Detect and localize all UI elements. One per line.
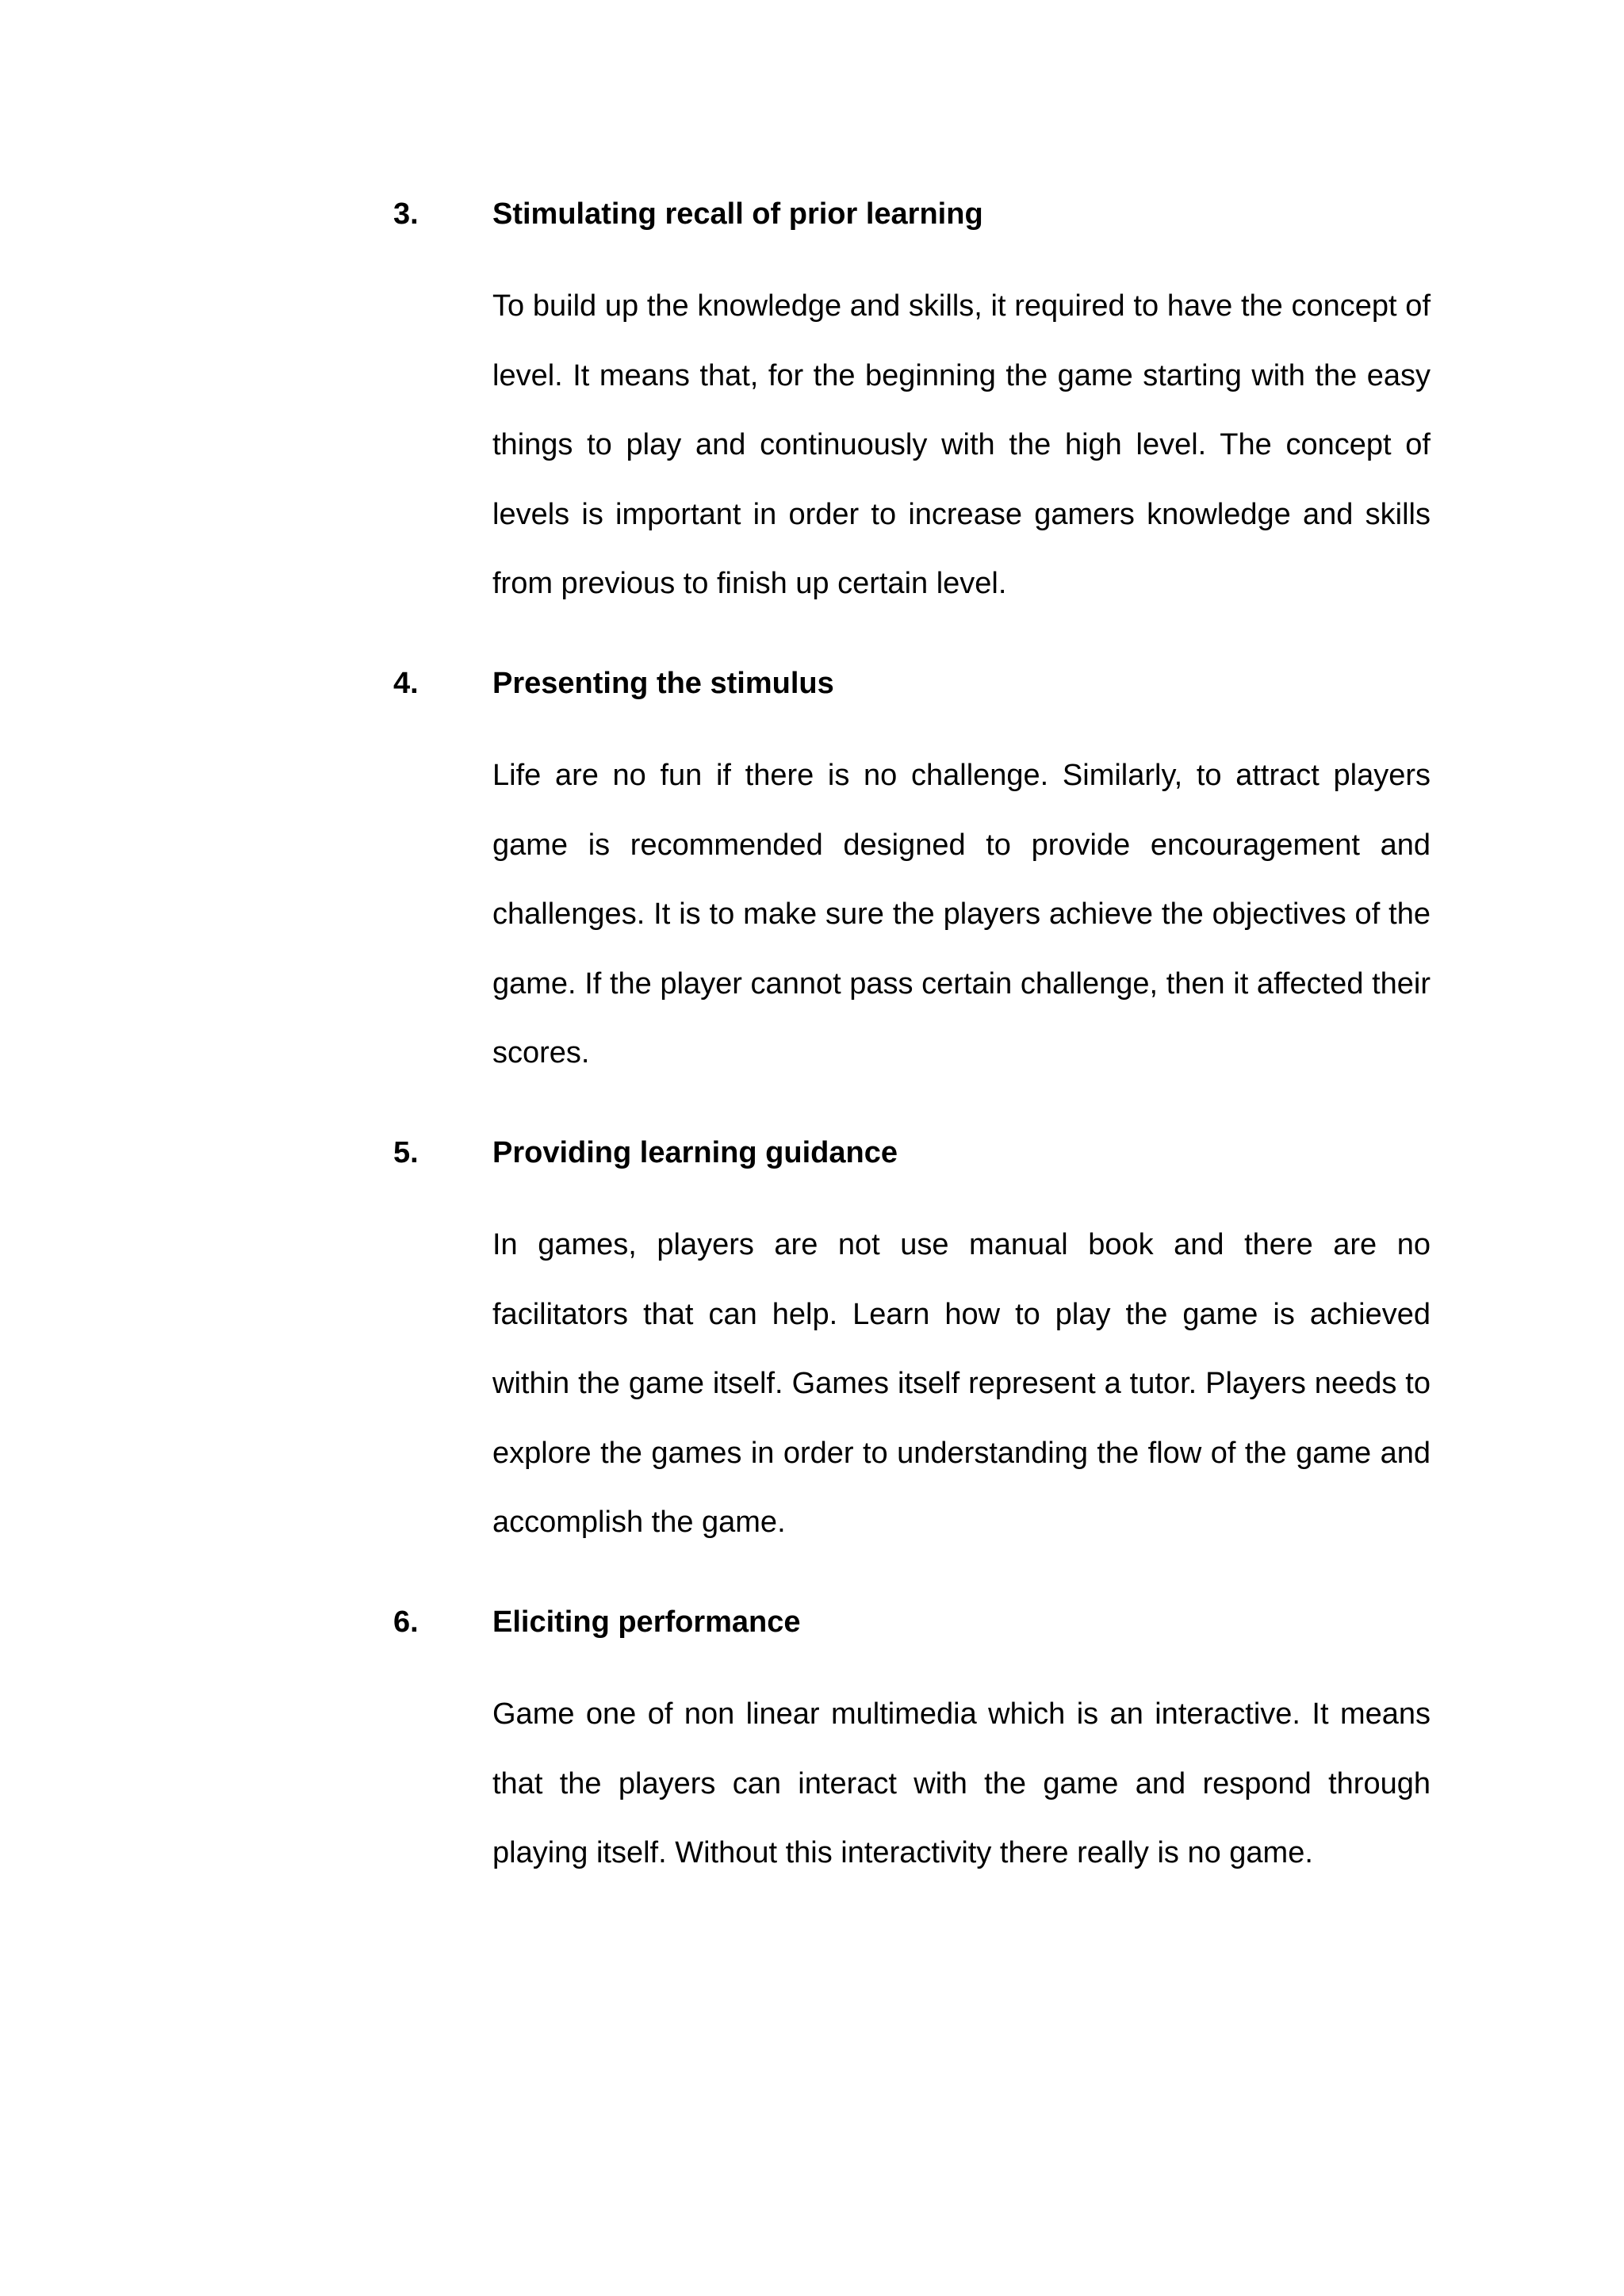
section-paragraph: To build up the knowledge and skills, it required to have the concept of level. It means that, for the beginning the game starting with the easy things to play and continuously with the high level. The concept of levels is important in order to increase gamers knowledge and skills from previous to finish up certain level. — [492, 289, 1431, 600]
section-number: 3. — [393, 197, 419, 231]
section-paragraph: In games, players are not use manual book and there are no facilitators that can help. Learn how to play the game is achieved within the game itself. Games itself represent a tutor. Players needs to explore the games in order to understanding the flow of the game and accomplish the game. — [492, 1228, 1431, 1539]
section-heading: Stimulating recall of prior learning — [492, 197, 983, 231]
section-heading: Eliciting performance — [492, 1605, 801, 1639]
section-heading: Providing learning guidance — [492, 1136, 898, 1169]
section-number: 6. — [393, 1605, 419, 1639]
section-paragraph: Life are no fun if there is no challenge. Similarly, to attract players game is recommended designed to provide encouragement and challenges. It is to make sure the players achieve the objectives of the game. If the player cannot pass certain challenge, then it affected their scores. — [492, 759, 1431, 1070]
section-paragraph: Game one of non linear multimedia which is an interactive. It means that the players can interact with the game and respond through playing itself. Without this interactivity there really is no game. — [492, 1697, 1431, 1869]
section-number: 4. — [393, 667, 419, 700]
section-number: 5. — [393, 1136, 419, 1169]
section-heading: Presenting the stimulus — [492, 667, 834, 700]
